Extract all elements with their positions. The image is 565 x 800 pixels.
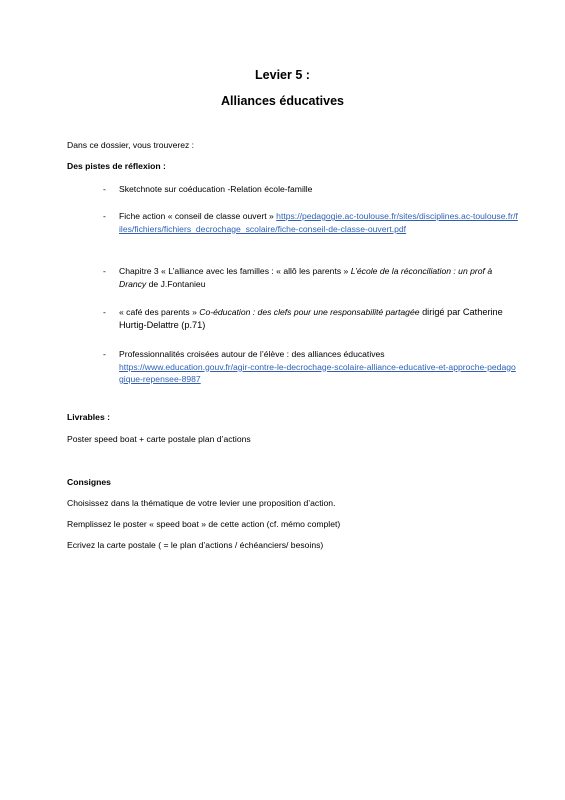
item-3-suffix: de J.Fontanieu xyxy=(146,278,206,289)
bullet-3: - xyxy=(103,266,106,276)
item-4-book-title: Co-éducation : des clefs pour une responsabilité partagée xyxy=(199,307,420,317)
consigne-3: Ecrivez la carte postale ( = le plan d’actions / échéanciers/ besoins) xyxy=(67,540,324,550)
item-4-suffix: dirigé par Catherine Hurtig-Delattre (p.71) xyxy=(119,307,503,330)
consigne-2: Remplissez le poster « speed boat » de cette action (cf. mémo complet) xyxy=(67,519,341,529)
title-line-1: Levier 5 : xyxy=(255,68,310,82)
list-item-3 xyxy=(119,265,519,290)
fiche-action-link[interactable]: https://pedagogie.ac-toulouse.fr/sites/disciplines.ac-toulouse.fr/files/fichiers/fichiers_decrochage_scolaire/fiche-conseil-de-classe-ouvert.pdf xyxy=(119,211,518,234)
title-line-2: Alliances éducatives xyxy=(221,94,344,108)
bullet-4: - xyxy=(103,307,106,317)
list-item-5 xyxy=(119,348,519,386)
item-3-book-title: L’école de la réconciliation : un prof à Drancy xyxy=(119,266,493,289)
list-item-4 xyxy=(119,306,519,331)
item-1-text: Sketchnote sur coéducation -Relation école-famille xyxy=(119,184,313,194)
item-2-prefix: Fiche action « conseil de classe ouvert » xyxy=(119,211,277,221)
item-5-text: Professionnalités croisées autour de l’élève : des alliances éducatives xyxy=(119,349,385,359)
item-3-prefix: Chapitre 3 « L’alliance avec les familles : « allô les parents » xyxy=(119,266,351,276)
livrables-heading: Livrables : xyxy=(67,412,110,422)
livrables-text: Poster speed boat + carte postale plan d’actions xyxy=(67,434,251,444)
bullet-2: - xyxy=(103,211,106,221)
education-gouv-link[interactable]: https://www.education.gouv.fr/agir-contre-le-decrochage-scolaire-alliance-educative-et-approche-pedagogique-repensee-8987 xyxy=(119,361,516,384)
consignes-heading: Consignes xyxy=(67,477,111,487)
list-item-1 xyxy=(119,183,519,196)
consigne-1: Choisissez dans la thématique de votre levier une proposition d’action. xyxy=(67,498,336,508)
pistes-heading: Des pistes de réflexion : xyxy=(67,161,166,171)
bullet-5: - xyxy=(103,349,106,359)
intro-text: Dans ce dossier, vous trouverez : xyxy=(67,140,195,150)
bullet-1: - xyxy=(103,184,106,194)
item-4-prefix: « café des parents » xyxy=(119,307,200,317)
list-item-2 xyxy=(119,210,519,235)
